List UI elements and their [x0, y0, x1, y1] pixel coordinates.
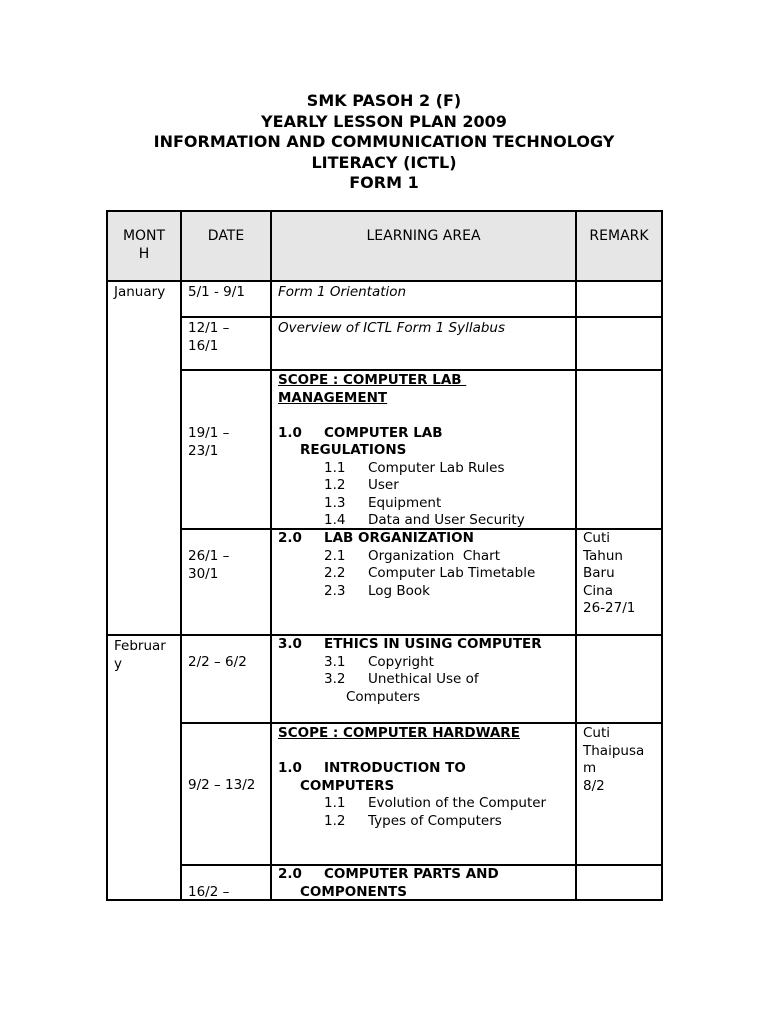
- date-cell: 19/1 – 23/1: [188, 425, 230, 459]
- table-border-top: [106, 210, 663, 212]
- table-header-background: [106, 210, 663, 281]
- remark-cell: Cuti Tahun Baru Cina 26-27/1: [583, 530, 636, 616]
- header-month: MONT H: [122, 228, 166, 262]
- learning-area-cell: [272, 864, 575, 903]
- remark-cell: Cuti Thaipusa m 8/2: [583, 725, 645, 794]
- subtopic: 1.3 Equipment: [324, 494, 442, 511]
- date-cell: 16/2 –: [188, 884, 230, 900]
- subtopic: 2.1 Organization Chart: [324, 547, 500, 564]
- school-name: SMK PASOH 2 (F): [306, 91, 462, 110]
- header-learning-area: LEARNING AREA: [366, 228, 481, 244]
- learning-area-cell: [272, 723, 575, 832]
- topic-heading-cont: COMPONENTS: [300, 883, 407, 900]
- header-remark: REMARK: [589, 228, 649, 244]
- plan-title: YEARLY LESSON PLAN 2009: [261, 111, 507, 131]
- subtopic: 1.2 Types of Computers: [324, 812, 502, 829]
- scope-heading: MANAGEMENT: [278, 389, 388, 406]
- learning-area-cell: [272, 370, 575, 532]
- learning-area-cell: Form 1 Orientation: [278, 284, 407, 300]
- date-cell: 2/2 – 6/2: [188, 654, 247, 670]
- subject-subtitle: LITERACY (ICTL): [311, 152, 457, 172]
- lesson-plan-table: [106, 210, 663, 901]
- date-cell: 5/1 - 9/1: [188, 284, 245, 300]
- header-date: DATE: [207, 228, 245, 244]
- scope-heading: SCOPE : COMPUTER LAB: [278, 372, 467, 388]
- topic-heading: 2.0 LAB ORGANIZATION: [278, 530, 474, 546]
- topic-heading-cont: REGULATIONS: [300, 442, 407, 458]
- subtopic: 1.2 User: [324, 477, 399, 493]
- subtopic: 1.4 Data and User Security: [324, 512, 525, 528]
- learning-area-cell: [272, 634, 575, 708]
- scope-heading: SCOPE : COMPUTER HARDWARE: [278, 725, 520, 741]
- spacer: [278, 407, 569, 425]
- month-january: January: [114, 284, 166, 300]
- date-cell: 26/1 – 30/1: [188, 548, 230, 582]
- subject-title: INFORMATION AND COMMUNICATION TECHNOLOGY: [153, 132, 615, 151]
- topic-heading: 1.0 COMPUTER LAB: [278, 424, 443, 441]
- month-february: Februar y: [114, 638, 166, 672]
- subtopic: 2.3 Log Book: [324, 582, 431, 599]
- learning-area-cell: [272, 528, 575, 602]
- date-cell: 9/2 – 13/2: [188, 777, 256, 793]
- topic-heading: 3.0 ETHICS IN USING COMPUTER: [278, 636, 542, 652]
- form-label: FORM 1: [349, 173, 419, 192]
- learning-area-cell: Overview of ICTL Form 1 Syllabus: [278, 320, 506, 336]
- date-cell: 12/1 – 16/1: [188, 320, 230, 354]
- subtopic: 3.1 Copyright: [324, 653, 434, 670]
- subtopic: 1.1 Evolution of the Computer: [324, 795, 547, 811]
- spacer: [278, 743, 569, 761]
- table-border-right: [661, 210, 663, 901]
- document-title: [0, 91, 768, 194]
- subtopic: 3.2 Unethical Use of: [324, 671, 479, 687]
- topic-heading-cont: COMPUTERS: [300, 777, 395, 794]
- subtopic-cont: Computers: [346, 688, 421, 705]
- table-border-left: [106, 210, 108, 901]
- topic-heading: 2.0 COMPUTER PARTS AND: [278, 866, 499, 882]
- topic-heading: 1.0 INTRODUCTION TO: [278, 760, 466, 776]
- subtopic: 1.1 Computer Lab Rules: [324, 459, 505, 476]
- subtopic: 2.2 Computer Lab Timetable: [324, 565, 536, 581]
